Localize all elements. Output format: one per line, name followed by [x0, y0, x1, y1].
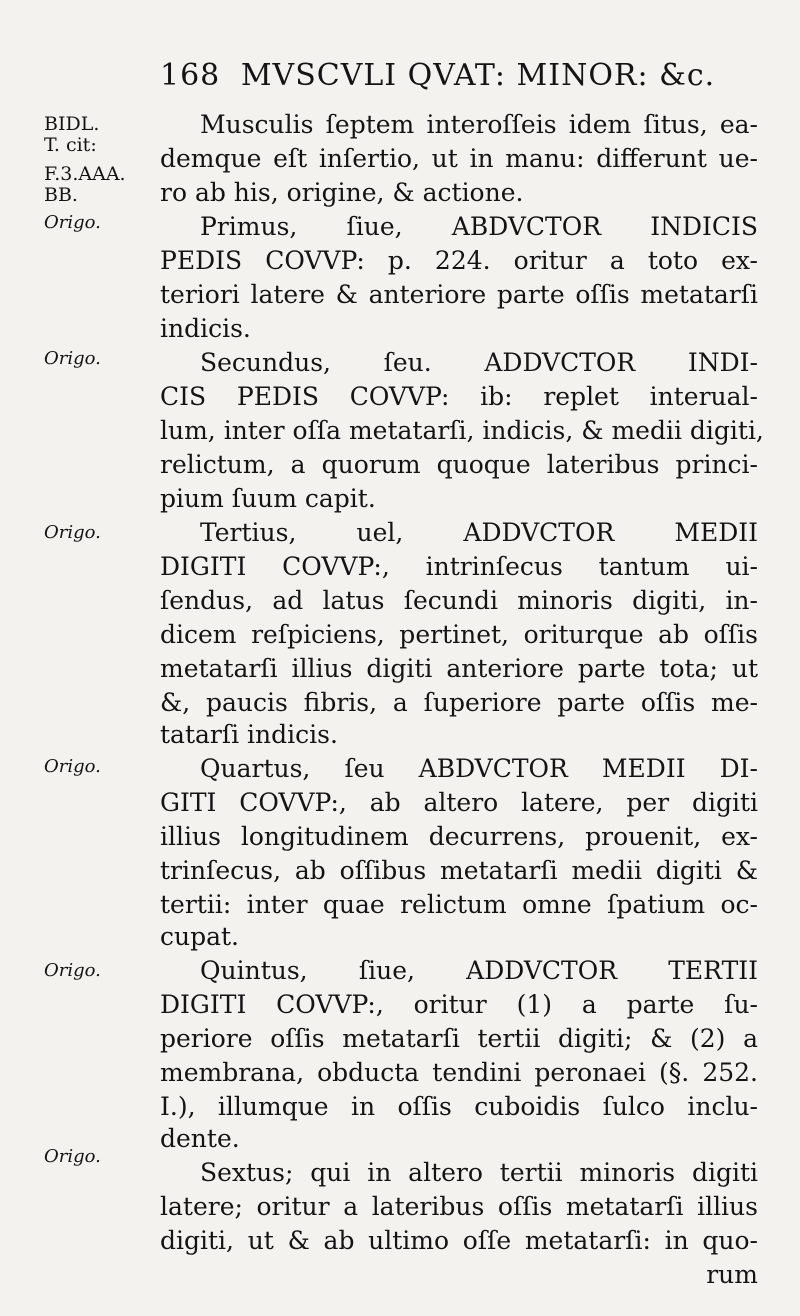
text-line: CIS PEDIS COVVP: ib: replet interual- [160, 382, 758, 411]
text-line: relictum, a quorum quoque lateribus princi- [160, 450, 758, 479]
margin-origo-5: Origo. [44, 960, 101, 981]
text-line: cupat. [160, 922, 240, 951]
text-line: teriori latere & anteriore parte oſſis metatarſi [160, 280, 758, 309]
text-line: PEDIS COVVP: p. 224. oritur a toto ex- [160, 246, 758, 275]
margin-ref-tcit: T. cit: [44, 134, 97, 156]
text-line: Primus, ſiue, ABDVCTOR INDICIS [200, 212, 758, 241]
text-line: Musculis ſeptem interoſſeis idem ſitus, ea- [200, 110, 758, 139]
text-line: Sextus; qui in altero tertii minoris digiti [200, 1158, 758, 1187]
text-line: pium ſuum capit. [160, 484, 376, 513]
text-line: illius longitudinem decurrens, prouenit, ex- [160, 822, 758, 851]
margin-origo-2: Origo. [44, 348, 101, 369]
margin-origo-6: Origo. [44, 1146, 101, 1167]
text-line: periore oſſis metatarſi tertii digiti; & (2) a [160, 1024, 758, 1053]
text-line: I.), illumque in oſſis cuboidis ſulco inclu- [160, 1092, 758, 1121]
text-line: digiti, ut & ab ultimo oſſe metatarſi: in quo- [160, 1226, 758, 1255]
margin-origo-3: Origo. [44, 522, 101, 543]
text-line: ro ab his, origine, & actione. [160, 178, 524, 207]
text-line: membrana, obducta tendini peronaei (§. 252. [160, 1058, 758, 1087]
catchword: rum [706, 1260, 758, 1289]
margin-ref-bidl: BIDL. [44, 113, 100, 135]
text-line: Tertius, uel, ADDVCTOR MEDII [200, 518, 758, 547]
text-line: ſendus, ad latus ſecundi minoris digiti, in- [160, 586, 758, 615]
running-header [160, 58, 760, 93]
page-number: 168 [160, 58, 221, 93]
text-line: &, paucis fibris, a ſuperiore parte oſſis me- [160, 688, 758, 717]
text-line: lum, inter oſſa metatarſi, indicis, & medii digiti, [160, 416, 764, 445]
text-line: indicis. [160, 314, 251, 343]
margin-origo-1: Origo. [44, 212, 101, 233]
text-line: Quintus, ſiue, ADDVCTOR TERTII [200, 956, 758, 985]
text-line: metatarſi illius digiti anteriore parte tota; ut [160, 654, 758, 683]
text-line: trinſecus, ab oſſibus metatarſi medii digiti & [160, 856, 758, 885]
text-line: dicem reſpiciens, pertinet, oriturque ab oſſis [160, 620, 758, 649]
text-line: Quartus, ſeu ABDVCTOR MEDII DI- [200, 754, 758, 783]
text-line: Secundus, ſeu. ADDVCTOR INDI- [200, 348, 758, 377]
text-line: DIGITI COVVP:, oritur (1) a parte ſu- [160, 990, 758, 1019]
text-line: DIGITI COVVP:, intrinſecus tantum ui- [160, 552, 758, 581]
margin-ref-figure: F.3.AAA. [44, 163, 126, 185]
running-title: MVSCVLI QVAT: MINOR: &c. [240, 58, 716, 93]
text-line: latere; oritur a lateribus oſſis metatarſi illius [160, 1192, 758, 1221]
text-line: tertii: inter quae relictum omne ſpatium oc- [160, 890, 758, 919]
text-line: dente. [160, 1124, 240, 1153]
margin-ref-bb: BB. [44, 184, 78, 206]
text-line: GITI COVVP:, ab altero latere, per digiti [160, 788, 758, 817]
text-line: demque eſt inſertio, ut in manu: differunt ue- [160, 144, 758, 173]
margin-origo-4: Origo. [44, 756, 101, 777]
text-line: tatarſi indicis. [160, 720, 338, 749]
